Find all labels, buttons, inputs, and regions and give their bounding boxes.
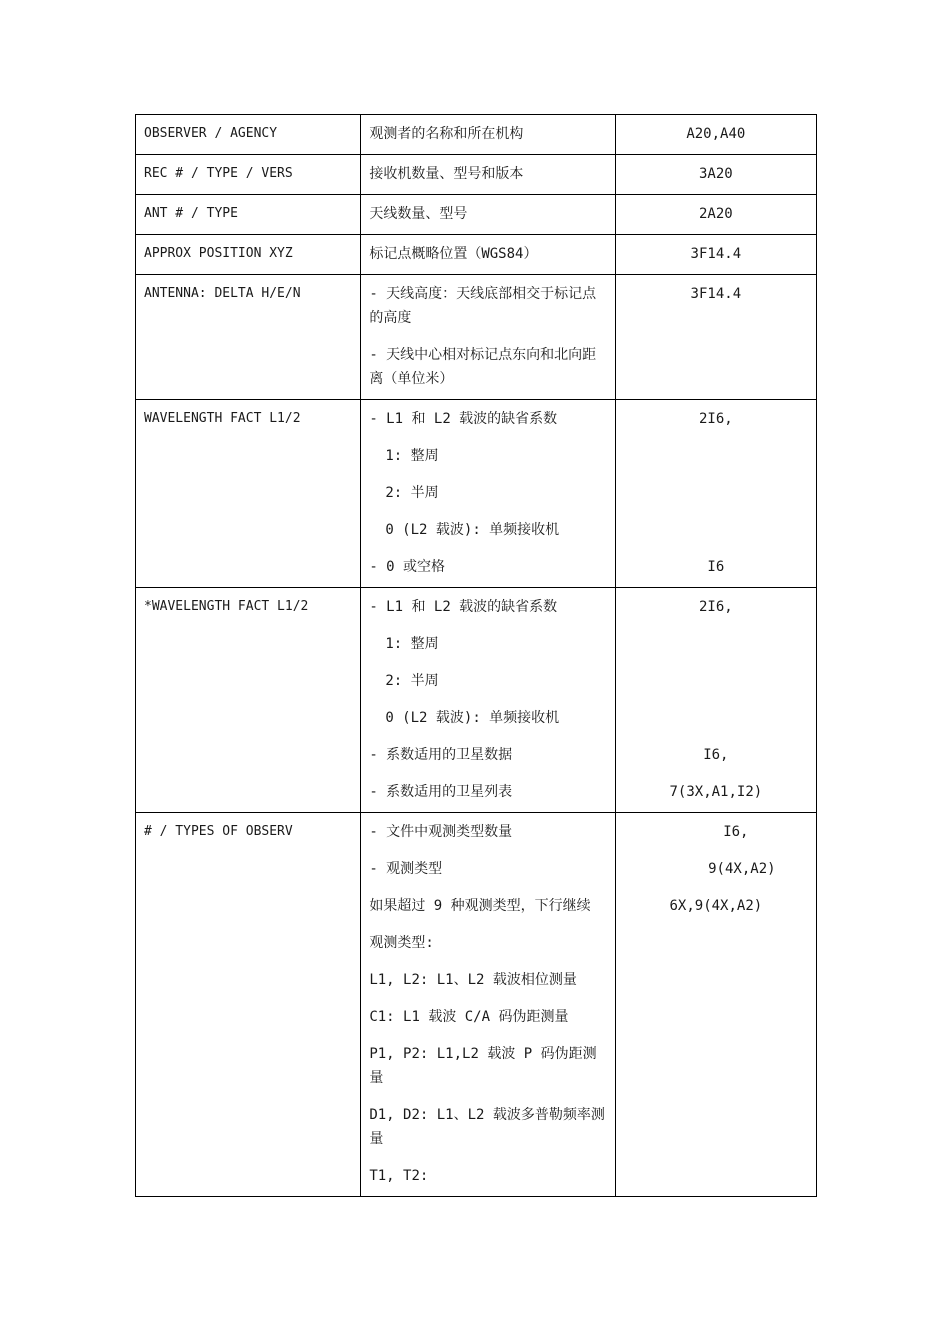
record-label: OBSERVER / AGENCY [136, 115, 361, 155]
record-label: ANTENNA: DELTA H/E/N [136, 275, 361, 400]
format-line: 3A20 [698, 166, 733, 182]
record-label: APPROX POSITION XYZ [136, 235, 361, 275]
description-line: 2: 半周 [385, 673, 439, 689]
description-line: 2: 半周 [385, 485, 439, 501]
record-description [361, 155, 615, 195]
format-line [624, 518, 808, 542]
record-format [615, 195, 816, 235]
format-line: I6 [707, 559, 725, 575]
record-label: ANT # / TYPE [136, 195, 361, 235]
description-line: - L1 和 L2 载波的缺省系数 [369, 411, 558, 427]
format-line [624, 444, 808, 468]
table-row [136, 155, 817, 195]
table-row [136, 195, 817, 235]
table-row [136, 275, 817, 400]
table-row [136, 588, 817, 813]
record-description [361, 235, 615, 275]
record-format [615, 813, 816, 1197]
format-line: 6X,9(4X,A2) [669, 898, 763, 914]
format-line [624, 669, 808, 693]
format-line [624, 632, 808, 656]
description-line: - 系数适用的卫星列表 [369, 784, 513, 800]
record-label: *WAVELENGTH FACT L1/2 [136, 588, 361, 813]
record-format [615, 400, 816, 588]
description-line: 标记点概略位置（WGS84） [369, 246, 538, 262]
description-line: - 系数适用的卫星数据 [369, 747, 513, 763]
format-line: 9(4X,A2) [708, 861, 776, 877]
record-format [615, 235, 816, 275]
record-label: REC # / TYPE / VERS [136, 155, 361, 195]
record-format [615, 115, 816, 155]
description-line: - 观测类型 [369, 861, 443, 877]
record-description [361, 195, 615, 235]
description-line: 天线数量、型号 [369, 206, 468, 222]
description-line: C1: L1 载波 C/A 码伪距测量 [369, 1009, 569, 1025]
record-label: # / TYPES OF OBSERV [136, 813, 361, 1197]
description-line: - 文件中观测类型数量 [369, 824, 513, 840]
format-line: 2I6, [698, 411, 733, 427]
rinex-header-table [135, 114, 817, 1197]
record-format [615, 155, 816, 195]
format-line: 3F14.4 [690, 286, 742, 302]
record-description [361, 115, 615, 155]
description-line: - L1 和 L2 载波的缺省系数 [369, 599, 558, 615]
format-line: I6, [723, 824, 749, 840]
format-line: A20,A40 [686, 126, 746, 142]
table-row [136, 115, 817, 155]
record-format [615, 588, 816, 813]
record-label: WAVELENGTH FACT L1/2 [136, 400, 361, 588]
description-line: 1: 整周 [385, 448, 439, 464]
format-line [624, 481, 808, 505]
format-line: 7(3X,A1,I2) [669, 784, 763, 800]
record-description [361, 588, 615, 813]
description-line: 1: 整周 [385, 636, 439, 652]
description-line: L1, L2: L1、L2 载波相位测量 [369, 972, 577, 988]
description-line: - 0 或空格 [369, 559, 446, 575]
description-line: - 天线中心相对标记点东向和北向距离（单位米） [369, 347, 597, 387]
table-row [136, 235, 817, 275]
format-line: 3F14.4 [690, 246, 742, 262]
format-line: I6, [703, 747, 729, 763]
format-line [624, 706, 808, 730]
description-line: P1, P2: L1,L2 载波 P 码伪距测量 [369, 1046, 597, 1086]
description-line: D1, D2: L1、L2 载波多普勒频率测量 [369, 1107, 605, 1147]
record-description [361, 275, 615, 400]
description-line: - 天线高度：天线底部相交于标记点的高度 [369, 286, 597, 326]
description-line: 接收机数量、型号和版本 [369, 166, 524, 182]
description-line: 0 (L2 载波): 单频接收机 [385, 522, 560, 538]
description-line: 观测类型: [369, 935, 434, 951]
description-line: T1, T2: [369, 1168, 429, 1184]
format-line: 2A20 [698, 206, 733, 222]
description-line: 0 (L2 载波): 单频接收机 [385, 710, 560, 726]
format-line: 2I6, [698, 599, 733, 615]
record-description [361, 400, 615, 588]
record-format [615, 275, 816, 400]
table-row [136, 813, 817, 1197]
description-line: 观测者的名称和所在机构 [369, 126, 524, 142]
record-description [361, 813, 615, 1197]
description-line: 如果超过 9 种观测类型，下行继续 [369, 898, 591, 914]
table-row [136, 400, 817, 588]
